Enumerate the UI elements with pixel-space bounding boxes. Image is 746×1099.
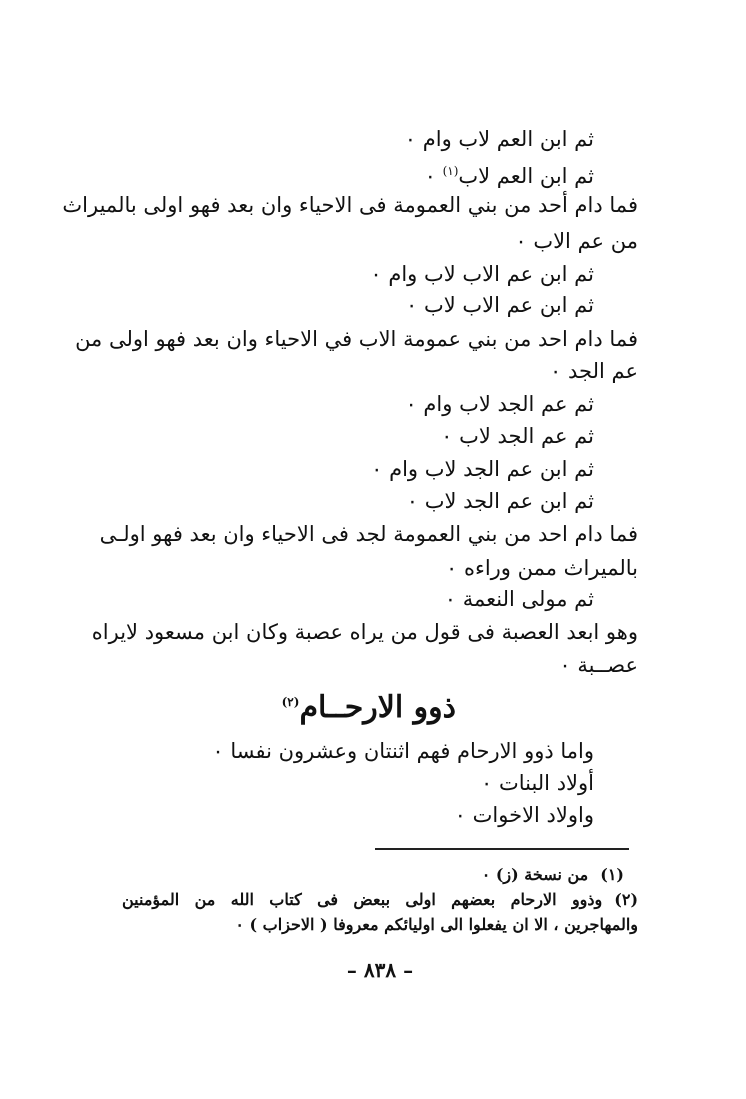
text-line-2-main: ثم ابن العم لاب — [458, 164, 594, 188]
footnote-1-number: (١) — [600, 865, 624, 884]
text-line-2 — [425, 156, 594, 191]
page-number: – ٨٣٨ – — [346, 958, 414, 982]
section-heading — [282, 682, 456, 728]
text-line-10: ثم عم الجد لاب ٠ — [441, 424, 594, 448]
text-line-2-tail: ٠ — [424, 164, 443, 188]
text-line-15: ثم مولى النعمة ٠ — [444, 587, 594, 611]
footnote-1-text: من نسخة (ز) ٠ — [481, 865, 589, 884]
text-line-9: ثم عم الجد لاب وام ٠ — [405, 392, 594, 416]
section-line-2: أولاد البنات ٠ — [480, 771, 594, 795]
footnote-2-text: وذوو الارحام بعضهم اولى ببعض فى كتاب الله من المؤمنين — [122, 890, 603, 909]
footnote-2 — [122, 887, 638, 913]
section-heading-text: ذوو الارحــام — [299, 690, 456, 725]
section-line-3: واولاد الاخوات ٠ — [454, 803, 594, 827]
footnote-1 — [482, 862, 624, 888]
text-line-4: من عم الاب ٠ — [515, 229, 638, 253]
text-line-16: وهو ابعد العصبة فى قول من يراه عصبة وكان ابن مسعود لايراه — [91, 620, 638, 644]
section-line-1: واما ذوو الارحام فهم اثنتان وعشرون نفسا ٠ — [212, 739, 594, 763]
text-line-7: فما دام احد من بني عمومة الاب في الاحياء وان بعد فهو اولى من — [75, 327, 638, 351]
text-line-17: عصــبة ٠ — [559, 653, 638, 677]
text-line-12: ثم ابن عم الجد لاب ٠ — [406, 489, 594, 513]
footnote-2-number: (٢) — [614, 890, 639, 909]
text-line-1: ثم ابن العم لاب وام ٠ — [404, 127, 594, 151]
text-line-8: عم الجد ٠ — [550, 359, 638, 383]
text-line-3: فما دام أحد من بني العمومة فى الاحياء وان بعد فهو اولى بالميراث — [62, 193, 638, 217]
text-line-14: بالميراث ممن وراءه ٠ — [446, 556, 638, 580]
text-line-6: ثم ابن عم الاب لاب ٠ — [406, 293, 594, 317]
text-line-5: ثم ابن عم الاب لاب وام ٠ — [370, 262, 594, 286]
footnote-separator — [375, 848, 629, 850]
footnote-marker-2: (٢) — [281, 695, 300, 709]
footnote-marker-1: (١) — [442, 164, 459, 178]
text-line-13: فما دام احد من بني العمومة لجد فى الاحياء وان بعد فهو اولـى — [99, 522, 638, 546]
text-line-11: ثم ابن عم الجد لاب وام ٠ — [371, 457, 594, 481]
footnote-2-continuation: والمهاجرين ، الا ان يفعلوا الى اوليائكم معروفا ( الاحزاب ) ٠ — [235, 915, 638, 934]
